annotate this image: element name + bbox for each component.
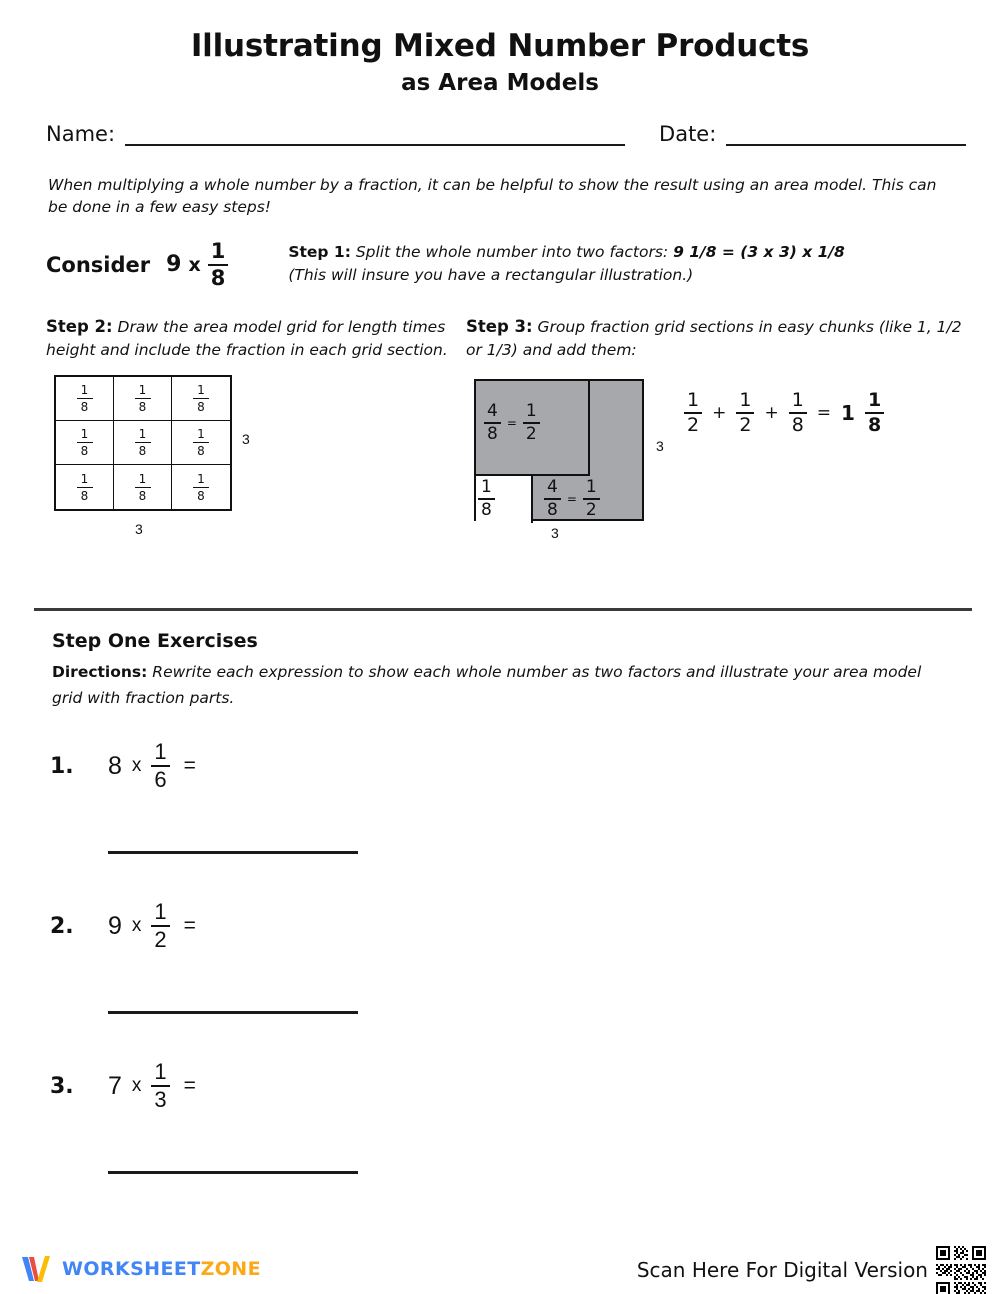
fraction-denominator: 8 <box>138 488 147 503</box>
fraction-bar <box>77 487 93 488</box>
exercise-fraction <box>151 901 169 951</box>
fraction-bar <box>193 398 209 399</box>
consider-fraction <box>208 238 229 290</box>
steps-row <box>46 315 1000 542</box>
plus-sign: + <box>712 403 727 424</box>
fraction-denominator: 8 <box>80 400 89 415</box>
fraction-denominator: 8 <box>791 414 804 437</box>
consider-operator: x <box>188 253 201 276</box>
step1-text: Split the whole number into two factors: <box>355 242 669 261</box>
directions-text: Rewrite each expression to show each whole number as two factors and illustrate your area model grid with fraction parts. <box>52 663 922 707</box>
fraction-numerator: 1 <box>197 427 205 442</box>
grid-cell <box>56 421 114 465</box>
step3-column <box>466 315 966 542</box>
exercises-section <box>0 630 1000 1213</box>
exercise-expression <box>50 1053 1000 1119</box>
fraction-bar <box>77 398 93 399</box>
step1-note-line <box>288 264 845 287</box>
grid-cell <box>114 377 172 421</box>
step1-line1 <box>288 241 845 264</box>
exercise-number: 2. <box>50 913 74 939</box>
fraction-denominator: 8 <box>197 400 205 415</box>
area-dimension-bottom: 3 <box>551 525 559 542</box>
title-subtitle: as Area Models <box>401 70 599 96</box>
label-bottom-left-cell <box>478 479 495 519</box>
sum-result-fraction <box>865 391 884 435</box>
exercise-expression <box>50 733 1000 799</box>
logo-text-zone: ZONE <box>200 1258 261 1280</box>
fraction-denominator: 2 <box>154 927 167 953</box>
fraction-numerator: 1 <box>80 471 89 486</box>
exercise-item <box>50 1053 1000 1213</box>
fraction-bar <box>193 487 209 488</box>
cell-fraction <box>135 473 151 502</box>
fraction-denominator: 2 <box>739 414 752 437</box>
sum-term <box>789 391 807 435</box>
step1-label: Step 1: <box>288 242 351 261</box>
page-footer <box>0 1240 1000 1294</box>
cell-fraction <box>135 428 151 457</box>
spacer <box>0 711 1000 733</box>
fraction-denominator: 2 <box>687 414 700 437</box>
fraction-numerator: 1 <box>80 383 89 398</box>
answer-line[interactable] <box>108 1011 358 1014</box>
cell-fraction <box>77 384 93 413</box>
step2-column <box>46 315 466 538</box>
name-input-line[interactable] <box>125 126 625 146</box>
region-fraction <box>484 403 501 443</box>
exercises-directions <box>52 660 940 711</box>
area-dimension-right: 3 <box>656 438 664 455</box>
grid-cell <box>172 421 230 465</box>
consider-expression <box>166 238 228 290</box>
fraction-numerator: 1 <box>791 389 804 412</box>
fraction-numerator: 1 <box>138 383 147 398</box>
step1-equation: 9 1/8 = (3 x 3) x 1/8 <box>673 242 845 261</box>
fraction-bar <box>193 442 209 443</box>
exercise-whole: 7 <box>108 1071 122 1100</box>
region-fraction <box>478 479 495 519</box>
equals-sign: = <box>566 492 577 507</box>
step2-grid-diagram <box>46 375 296 538</box>
qr-code-image <box>932 1242 990 1294</box>
fraction-denominator: 8 <box>138 444 147 459</box>
fraction-denominator: 8 <box>197 488 205 503</box>
date-label: Date: <box>659 122 717 146</box>
fraction-numerator: 1 <box>197 383 205 398</box>
cell-fraction <box>77 473 93 502</box>
fraction-denominator: 8 <box>547 500 558 521</box>
grid-cell <box>56 465 114 509</box>
directions-label: Directions: <box>52 663 148 681</box>
fraction-numerator: 1 <box>210 238 226 263</box>
sum-result-whole: 1 <box>841 401 855 426</box>
exercise-item <box>50 893 1000 1053</box>
answer-line[interactable] <box>108 1171 358 1174</box>
date-input-line[interactable] <box>726 126 966 146</box>
fraction-numerator: 1 <box>154 899 167 925</box>
fraction-numerator: 4 <box>547 477 558 498</box>
fraction-numerator: 1 <box>138 427 147 442</box>
step3-label: Step 3: <box>466 316 533 336</box>
fraction-numerator: 1 <box>525 401 537 422</box>
name-date-row <box>46 122 972 146</box>
fraction-denominator: 8 <box>867 414 882 437</box>
step1-block <box>288 241 845 288</box>
plus-sign: + <box>764 403 779 424</box>
fraction-numerator: 1 <box>138 471 147 486</box>
fraction-denominator: 8 <box>197 444 205 459</box>
fraction-numerator: 4 <box>487 401 498 422</box>
fraction-bar <box>77 442 93 443</box>
qr-code[interactable] <box>932 1242 990 1294</box>
exercise-operator: x <box>131 915 142 937</box>
fraction-denominator: 8 <box>138 400 147 415</box>
consider-step1-row <box>46 238 1000 290</box>
scan-instruction-text: Scan Here For Digital Version <box>636 1258 928 1282</box>
fraction-numerator: 1 <box>80 427 89 442</box>
logo-text-worksheet: WORKSHEET <box>62 1258 201 1280</box>
region-fraction <box>544 479 561 519</box>
grid-cell <box>114 465 172 509</box>
title-main: Illustrating Mixed Number Products <box>190 28 810 64</box>
cell-fraction <box>77 428 93 457</box>
fraction-numerator: 1 <box>585 477 597 498</box>
sum-term <box>684 391 702 435</box>
grid-cell <box>56 377 114 421</box>
worksheet-zone-logo[interactable] <box>20 1254 261 1284</box>
fraction-numerator: 1 <box>197 471 205 486</box>
grid-cell <box>172 377 230 421</box>
exercise-expression <box>50 893 1000 959</box>
step2-heading <box>46 315 466 361</box>
label-top-left-square <box>484 403 540 443</box>
fraction-bar <box>135 398 151 399</box>
region-simplified-fraction <box>523 403 540 443</box>
fraction-denominator: 6 <box>154 767 167 793</box>
exercise-operator: x <box>131 1075 142 1097</box>
fraction-numerator: 1 <box>739 389 752 412</box>
answer-line[interactable] <box>108 851 358 854</box>
step3-sum-equation <box>684 391 884 435</box>
fraction-denominator: 2 <box>585 500 597 521</box>
cell-fraction <box>193 384 209 413</box>
fraction-numerator: 1 <box>687 389 700 412</box>
exercises-heading: Step One Exercises <box>52 630 258 652</box>
consider-whole: 9 <box>166 252 182 278</box>
fraction-denominator: 8 <box>80 444 89 459</box>
fraction-denominator: 2 <box>525 424 537 445</box>
region-simplified-fraction <box>583 479 600 519</box>
fraction-numerator: 1 <box>154 1059 167 1085</box>
step2-label: Step 2: <box>46 316 113 336</box>
section-divider <box>34 608 972 611</box>
step3-area-diagram <box>466 373 926 542</box>
grid-dimension-bottom: 3 <box>135 521 143 538</box>
equals-sign: = <box>816 403 832 424</box>
area-model-grid <box>54 375 232 511</box>
logo-text <box>62 1258 261 1280</box>
exercise-equals: = <box>183 1074 196 1098</box>
fraction-bar <box>135 442 151 443</box>
exercise-number: 1. <box>50 753 74 779</box>
equals-sign: = <box>506 416 517 431</box>
step3-text: Group fraction grid sections in easy chunks (like 1, 1/2 or 1/3) and add them: <box>466 317 962 359</box>
cell-fraction <box>193 428 209 457</box>
exercise-item <box>50 733 1000 893</box>
exercise-operator: x <box>131 755 142 777</box>
fraction-bar <box>135 487 151 488</box>
step3-heading <box>466 315 966 361</box>
fraction-denominator: 8 <box>210 265 226 290</box>
grid-cell <box>114 421 172 465</box>
intro-paragraph: When multiplying a whole number by a fraction, it can be helpful to show the result using an area model. This can be done in a few easy steps! <box>48 176 937 217</box>
exercise-number: 3. <box>50 1073 74 1099</box>
fraction-numerator: 1 <box>867 389 882 412</box>
fraction-numerator: 1 <box>481 477 492 498</box>
logo-v-icon <box>20 1254 54 1284</box>
consider-label: Consider <box>46 252 151 277</box>
fraction-denominator: 8 <box>80 488 89 503</box>
name-label: Name: <box>46 122 116 146</box>
grid-dimension-right: 3 <box>242 431 250 448</box>
step2-text: Draw the area model grid for length times height and include the fraction in each grid section. <box>46 317 448 359</box>
cell-fraction <box>135 384 151 413</box>
exercise-equals: = <box>183 914 196 938</box>
sum-term <box>736 391 754 435</box>
exercise-whole: 8 <box>108 751 122 780</box>
cell-fraction <box>193 473 209 502</box>
fraction-denominator: 8 <box>481 500 492 521</box>
exercise-equals: = <box>183 754 196 778</box>
exercise-whole: 9 <box>108 911 122 940</box>
fraction-numerator: 1 <box>154 739 167 765</box>
page-title <box>0 0 1000 96</box>
fraction-denominator: 8 <box>487 424 498 445</box>
step1-note: (This will insure you have a rectangular illustration.) <box>288 266 694 285</box>
label-l-shape-region <box>544 479 600 519</box>
fraction-denominator: 3 <box>154 1087 167 1113</box>
exercise-fraction <box>151 741 169 791</box>
exercise-fraction <box>151 1061 169 1111</box>
grid-cell <box>172 465 230 509</box>
